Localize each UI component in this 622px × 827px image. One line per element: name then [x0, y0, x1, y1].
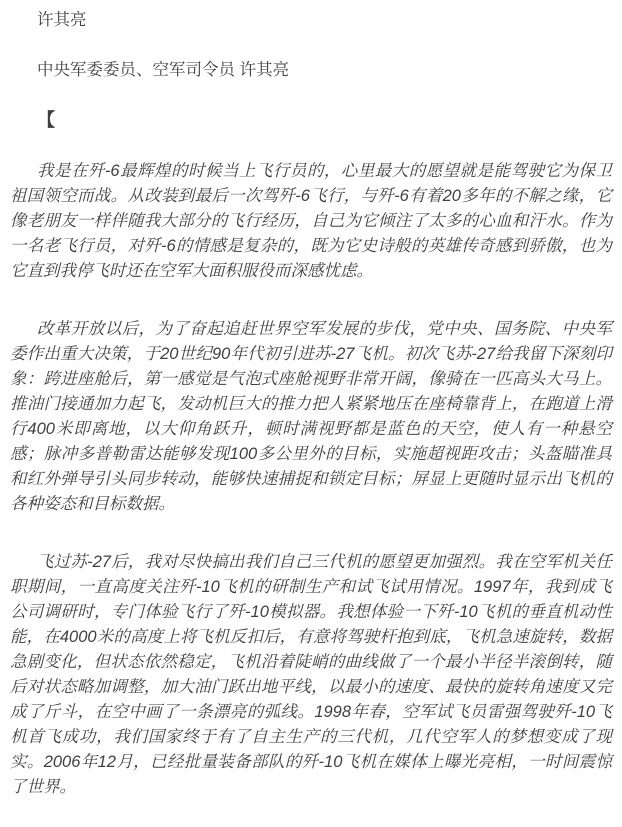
- paragraph-su27-introduction: 改革开放以后，为了奋起追赶世界空军发展的步伐，党中央、国务院、中央军委作出重大决策，于20世纪90年代初引进苏-27飞机。初次飞苏-27给我留下深刻印象：跨进座舱后，第一感觉是气泡式座舱视野非常开阔，像骑在一匹高头大马上。推油门接通加力起飞，发动机巨大的推力把人紧紧地压在座椅靠背上，在跑道上滑行400米即离地，以大仰角跃升，顿时满视野都是蓝色的天空，使人有一种悬空感；脉冲多普勒雷达能够发现100多公里外的目标，实施超视距攻击；头盔瞄准具和红外弹导引头同步转动，能够快速捕捉和锁定目标；屏显上更随时显示出飞机的各种姿态和目标数据。: [10, 320, 612, 513]
- byline: 中央军委委员、空军司令员 许其亮: [37, 61, 290, 79]
- paragraph-j10-development: 飞过苏-27后，我对尽快搞出我们自己三代机的愿望更加强烈。我在空军机关任职期间，一直高度关注歼-10飞机的研制生产和试飞试用情况。1997年，我到成飞公司调研时，专门体验飞行了歼-10模拟器。我想体验一下歼-10飞机的垂直机动性能，在4000米的高度上将飞机反扣后，有意将驾驶杆抱到底，飞机急速旋转，数据急剧变化，但状态依然稳定，飞机沿着陡峭的曲线做了一个最小半径半滚倒转，随后对状态略加调整，加大油门跃出地平线，以最小的速度、最快的旋转角速度又完成了斤斗，在空中画了一条漂亮的弧线。1998年春，空军试飞员雷强驾驶歼-10飞机首飞成功，我们国家终于有了自主生产的三代机，几代空军人的梦想变成了现实。2006年12月，已经批量装备部队的歼-10飞机在媒体上曝光亮相，一时间震惊了世界。: [10, 553, 612, 796]
- author-line: 许其亮: [37, 11, 87, 29]
- opening-bracket: 【: [37, 110, 55, 130]
- paragraph-j6-memories: 我是在歼-6最辉煌的时候当上飞行员的，心里最大的愿望就是能驾驶它为保卫祖国领空而战。从改装到最后一次驾歼-6飞行，与歼-6有着20多年的不解之缘，它像老朋友一样伴随我大部分的飞行经历，自己为它倾注了太多的心血和汗水。作为一名老飞行员，对歼-6的情感是复杂的，既为它史诗般的英雄传奇感到骄傲，也为它直到我停飞时还在空军大面积服役而深感忧虑。: [10, 162, 612, 280]
